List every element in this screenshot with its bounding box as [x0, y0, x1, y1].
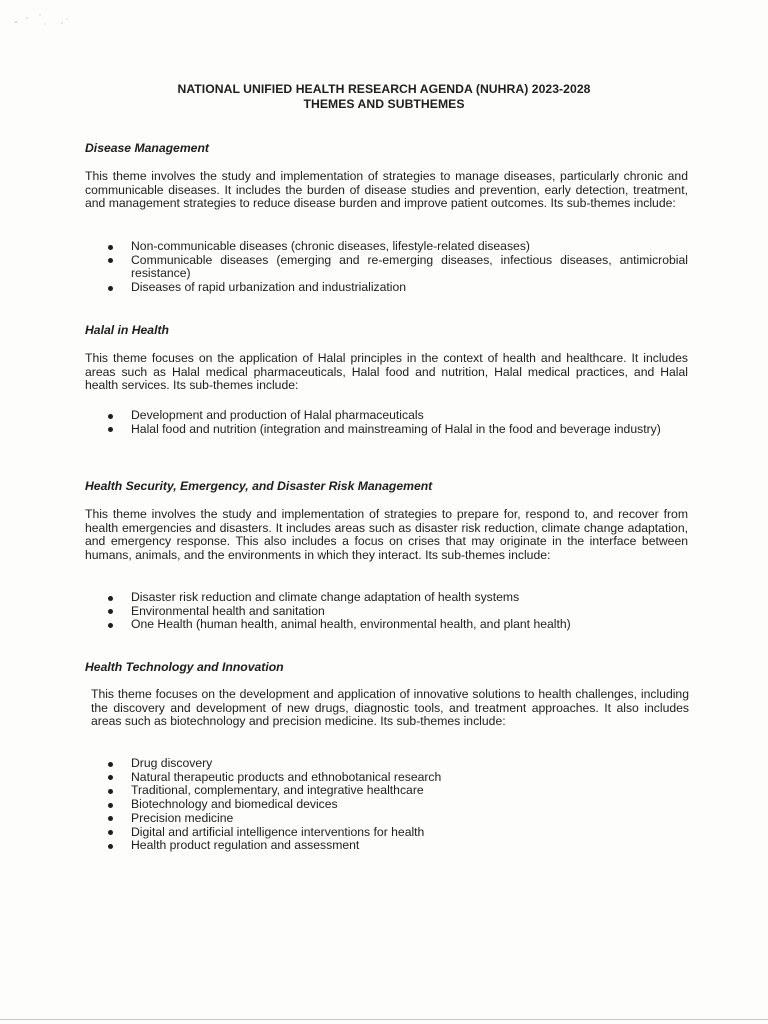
- list-item: Diseases of rapid urbanization and industrialization: [107, 281, 688, 295]
- list-item: Biotechnology and biomedical devices: [107, 798, 688, 812]
- section-heading-health-technology: Health Technology and Innovation: [85, 660, 284, 674]
- document-subtitle: THEMES AND SUBTHEMES: [303, 97, 465, 111]
- section-body-disease-management: This theme involves the study and implementation of strategies to manage diseases, particularly chronic and communicable diseases. It includes the burden of disease studies and prevention, early detection, treatment, and management strategies to reduce disease burden and improve patient outcomes. Its sub-themes include:: [85, 169, 688, 211]
- list-item: Non-communicable diseases (chronic diseases, lifestyle-related diseases): [107, 240, 688, 254]
- section-heading-halal-in-health: Halal in Health: [85, 323, 169, 337]
- scan-noise-specks: [12, 12, 82, 34]
- list-item: Communicable diseases (emerging and re-emerging diseases, infectious diseases, antimicrobial resistance): [107, 254, 688, 281]
- list-item: Drug discovery: [107, 757, 688, 771]
- list-item: Digital and artificial intelligence interventions for health: [107, 826, 688, 840]
- list-item: One Health (human health, animal health, environmental health, and plant health): [107, 618, 688, 632]
- list-item: Precision medicine: [107, 812, 688, 826]
- subtheme-list-disease-management: [107, 240, 688, 295]
- list-item: Natural therapeutic products and ethnobotanical research: [107, 771, 688, 785]
- subtheme-list-health-security: [107, 591, 688, 632]
- subtheme-list-halal-in-health: [107, 409, 688, 436]
- list-item: Traditional, complementary, and integrative healthcare: [107, 784, 688, 798]
- list-item: Disaster risk reduction and climate change adaptation of health systems: [107, 591, 688, 605]
- page-bottom-edge: [0, 1019, 768, 1020]
- section-heading-health-security: Health Security, Emergency, and Disaster Risk Management: [85, 479, 433, 493]
- list-item: Development and production of Halal pharmaceuticals: [107, 409, 688, 423]
- section-heading-disease-management: Disease Management: [85, 141, 209, 155]
- list-item: Halal food and nutrition (integration and mainstreaming of Halal in the food and beverage industry): [107, 423, 688, 437]
- list-item: Health product regulation and assessment: [107, 839, 688, 853]
- subtheme-list-health-technology: [107, 757, 688, 853]
- section-body-halal-in-health: This theme focuses on the application of Halal principles in the context of health and healthcare. It includes areas such as Halal medical pharmaceuticals, Halal food and nutrition, Halal medical practices, and Halal health services. Its sub-themes include:: [85, 351, 688, 393]
- list-item: Environmental health and sanitation: [107, 605, 688, 619]
- section-body-health-security: This theme involves the study and implementation of strategies to prepare for, respond to, and recover from health emergencies and disasters. It includes areas such as disaster risk reduction, climate change adaptation, and emergency response. This also includes a focus on crises that may originate in the interface between humans, animals, and the environments in which they interact. Its sub-themes include:: [85, 507, 688, 563]
- document-title: NATIONAL UNIFIED HEALTH RESEARCH AGENDA (NUHRA) 2023-2028: [177, 82, 591, 96]
- section-body-health-technology: This theme focuses on the development and application of innovative solutions to health challenges, including the discovery and development of new drugs, diagnostic tools, and treatment approaches. It also includes areas such as biotechnology and precision medicine. Its sub-themes include:: [91, 687, 689, 729]
